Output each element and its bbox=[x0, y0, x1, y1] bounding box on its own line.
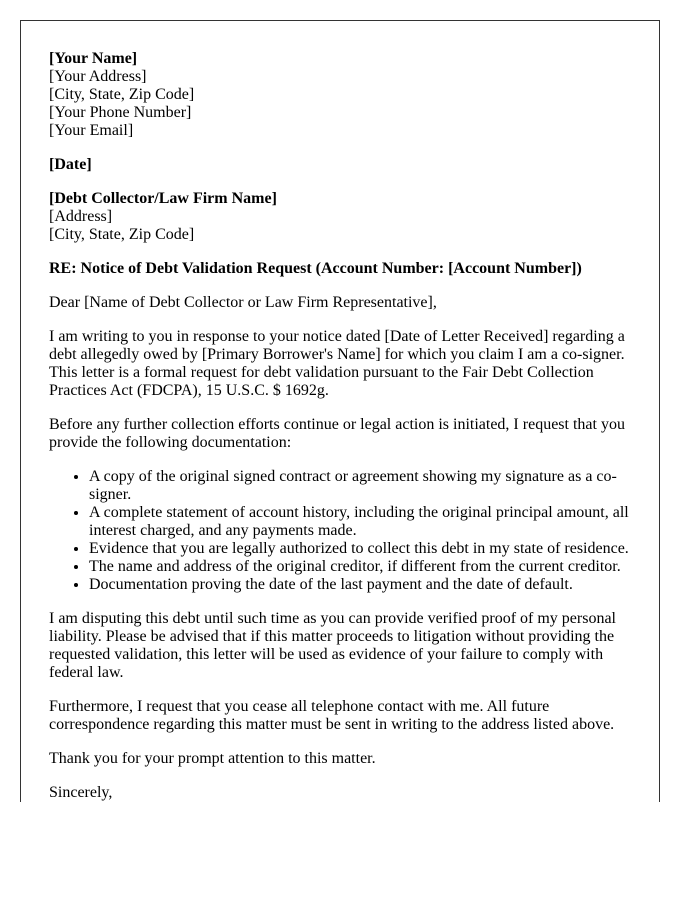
recipient-block bbox=[49, 190, 639, 244]
sender-city-state-zip: [City, State, Zip Code] bbox=[49, 86, 195, 103]
body-paragraph-cease-contact: Furthermore, I request that you cease all telephone contact with me. All future correspondence regarding this matter must be sent in writing to the address listed above. bbox=[49, 698, 615, 733]
request-item: • Evidence that you are legally authorized to collect this debt in my state of residence. bbox=[89, 540, 639, 558]
sender-phone: [Your Phone Number] bbox=[49, 104, 192, 121]
date-block bbox=[49, 156, 639, 174]
subject-line: RE: Notice of Debt Validation Request (Account Number: [Account Number]) bbox=[49, 260, 582, 277]
sender-name: [Your Name] bbox=[49, 50, 138, 67]
recipient-name: [Debt Collector/Law Firm Name] bbox=[49, 190, 277, 207]
request-item: • A complete statement of account history, including the original principal amount, all interest charged, and any payments made. bbox=[89, 504, 639, 540]
request-item: • The name and address of the original creditor, if different from the current creditor. bbox=[89, 558, 639, 576]
closing: Sincerely, bbox=[49, 784, 113, 801]
request-item: • Documentation proving the date of the last payment and the date of default. bbox=[89, 576, 639, 594]
letter-date: [Date] bbox=[49, 156, 92, 173]
salutation: Dear [Name of Debt Collector or Law Firm Representative], bbox=[49, 294, 437, 311]
recipient-city-state-zip: [City, State, Zip Code] bbox=[49, 226, 195, 243]
body-paragraph-dispute: I am disputing this debt until such time as you can provide verified proof of my personal liability. Please be advised that if this matter proceeds to litigation without providing the requested validation, this letter will be used as evidence of your failure to comply with federal law. bbox=[49, 610, 616, 681]
sender-block bbox=[49, 50, 639, 140]
body-paragraph-thanks: Thank you for your prompt attention to this matter. bbox=[49, 750, 376, 767]
body-paragraph-request: Before any further collection efforts continue or legal action is initiated, I request that you provide the following documentation: bbox=[49, 416, 625, 451]
letter-page bbox=[20, 20, 660, 802]
letter-content bbox=[49, 50, 639, 802]
request-item: • A copy of the original signed contract or agreement showing my signature as a co-signer. bbox=[89, 468, 639, 504]
sender-email: [Your Email] bbox=[49, 122, 134, 139]
recipient-address: [Address] bbox=[49, 208, 113, 225]
documentation-request-list bbox=[49, 468, 639, 594]
sender-address: [Your Address] bbox=[49, 68, 147, 85]
body-paragraph-intro: I am writing to you in response to your notice dated [Date of Letter Received] regarding a debt allegedly owed by [Primary Borrower's Name] for which you claim I am a co-signer. This letter is a formal request for debt validation pursuant to the Fair Debt Collection Practices Act (FDCPA), 15 U.S.C. $ 1692g. bbox=[49, 328, 625, 399]
